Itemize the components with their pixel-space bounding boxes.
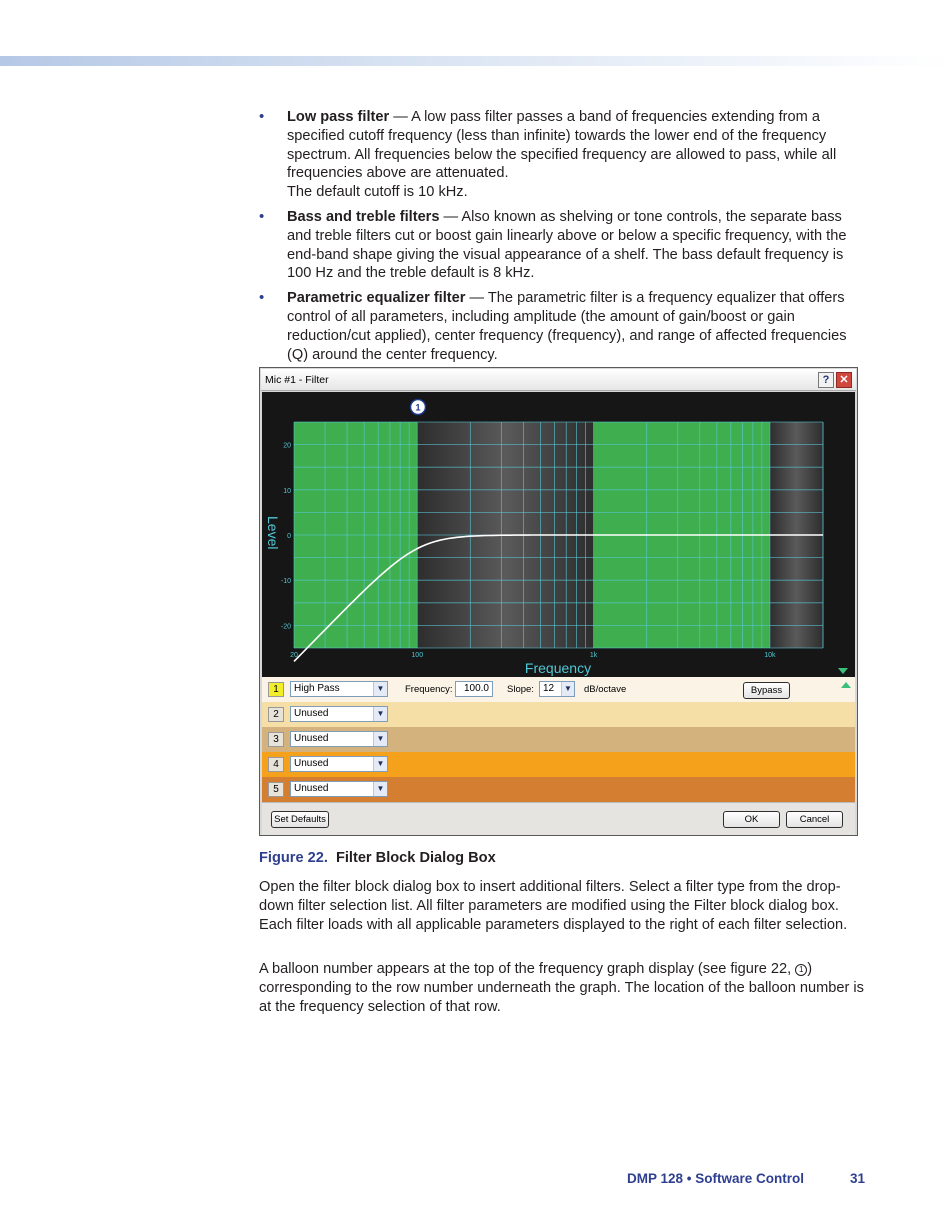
balloon-marker[interactable] bbox=[411, 400, 426, 415]
bullet-dot: • bbox=[259, 108, 265, 125]
page-number: 31 bbox=[850, 1171, 866, 1186]
row-number: 2 bbox=[268, 707, 284, 722]
row-number: 4 bbox=[268, 757, 284, 772]
balloon-number: 1 bbox=[415, 402, 421, 413]
paragraph-1: Open the filter block dialog box to insert additional filters. Select a filter type from the drop-down filter selection list. All filter parameters are modified using the Filter block dialog box. Each filter loads with all applicable parameters displayed to the right of each filter selection. bbox=[259, 879, 848, 933]
paragraph-2-text: A balloon number appears at the top of the frequency graph display (see figure 22, bbox=[259, 961, 796, 977]
bullet-text: — A low pass filter passes a band of frequencies extending from a specified cutoff frequency (less than infinite) towards the lower end of the frequency spectrum. All frequencies below the specified frequency are allowed to pass, while all frequencies above are attenuated. bbox=[287, 109, 837, 182]
bullet-dot: • bbox=[259, 207, 265, 225]
scroll-up-arrow-icon[interactable] bbox=[841, 682, 851, 688]
bullet-bass-treble bbox=[259, 208, 869, 283]
y-tick-label: -20 bbox=[280, 623, 291, 631]
dialog-title: Mic #1 - Filter bbox=[265, 374, 329, 386]
bullet-text: — The parametric filter is a frequency equalizer that offers control of all parameters, including amplitude (the amount of gain/boost or gain reduction/cut applied), center frequency (frequency), and range of affected frequencies (Q) around the center frequency. bbox=[287, 290, 847, 363]
bullet-section bbox=[259, 108, 869, 370]
balloon-reference: 1 bbox=[795, 964, 807, 976]
chevron-down-icon[interactable]: ▼ bbox=[373, 757, 387, 771]
filter-row-2 bbox=[262, 702, 855, 727]
row-number: 5 bbox=[268, 782, 284, 797]
frequency-input[interactable]: 100.0 bbox=[455, 681, 493, 697]
bullet-low-pass bbox=[259, 108, 869, 202]
filter-row-1 bbox=[262, 677, 855, 702]
bullet-dot: • bbox=[259, 289, 265, 307]
slope-select[interactable] bbox=[539, 681, 575, 697]
x-tick-label: 100 bbox=[411, 652, 424, 659]
set-defaults-button[interactable]: Set Defaults bbox=[271, 811, 329, 828]
chevron-down-icon[interactable]: ▼ bbox=[373, 707, 387, 721]
bullet-note: The default cutoff is 10 kHz. bbox=[287, 184, 468, 201]
filter-dialog-screenshot bbox=[259, 367, 858, 836]
bullet-term: Low pass filter bbox=[287, 109, 390, 125]
chevron-down-icon[interactable]: ▼ bbox=[373, 782, 387, 796]
bypass-button[interactable]: Bypass bbox=[743, 682, 790, 699]
y-tick-label: 10 bbox=[283, 487, 291, 495]
filter-type-select[interactable] bbox=[290, 781, 388, 797]
slope-value: 12 bbox=[543, 683, 555, 694]
bullet-parametric bbox=[259, 289, 869, 364]
paragraph-2-text-cont: ) corresponding to the row number underneath the graph. The location of the balloon number is at the frequency selection of that row. bbox=[259, 961, 864, 1015]
y-axis-label: Level bbox=[265, 516, 281, 550]
filter-type-select[interactable] bbox=[290, 706, 388, 722]
help-button[interactable]: ? bbox=[818, 372, 834, 388]
y-tick-label: -10 bbox=[280, 578, 291, 586]
chevron-down-icon[interactable]: ▼ bbox=[373, 732, 387, 746]
filter-type-value: Unused bbox=[294, 783, 329, 794]
ok-button[interactable]: OK bbox=[723, 811, 780, 828]
bullet-term: Bass and treble filters bbox=[287, 208, 440, 225]
chevron-down-icon[interactable]: ▼ bbox=[373, 682, 387, 696]
filter-type-select[interactable] bbox=[290, 731, 388, 747]
frequency-graph-svg bbox=[262, 392, 855, 677]
filter-row-5 bbox=[262, 777, 855, 802]
row-number: 3 bbox=[268, 732, 284, 747]
chevron-down-icon[interactable]: ▼ bbox=[561, 682, 574, 696]
figure-title: Filter Block Dialog Box bbox=[335, 850, 496, 866]
figure-caption bbox=[259, 850, 496, 866]
header-band bbox=[0, 56, 950, 66]
x-axis-label: Frequency bbox=[524, 660, 592, 676]
row-number: 1 bbox=[268, 682, 284, 697]
cancel-button[interactable]: Cancel bbox=[786, 811, 843, 828]
slope-unit: dB/octave bbox=[584, 684, 627, 695]
filter-type-select[interactable] bbox=[290, 681, 388, 697]
footer-product: DMP 128 • Software Control bbox=[627, 1171, 805, 1186]
dialog-button-bar bbox=[262, 802, 855, 835]
figure-number: Figure 22. bbox=[259, 850, 328, 866]
filter-type-value: Unused bbox=[294, 733, 329, 744]
bullet-text: — Also known as shelving or tone controls, the separate bass and treble filters cut or boost gain linearly above or below a specific frequency, with the end-band shape giving the visual appearance of a shelf. The bass default frequency is 100 Hz and the treble default is 8 kHz. bbox=[287, 208, 847, 282]
x-tick-label: 10k bbox=[764, 652, 776, 659]
paragraph-2 bbox=[259, 960, 864, 1016]
filter-rows bbox=[262, 677, 855, 802]
x-tick-label: 20 bbox=[290, 652, 298, 659]
frequency-label: Frequency: bbox=[405, 684, 453, 695]
bullet-term: Parametric equalizer filter bbox=[287, 290, 466, 307]
y-tick-label: 20 bbox=[283, 442, 291, 450]
frequency-graph bbox=[262, 392, 855, 677]
close-icon[interactable]: ✕ bbox=[836, 372, 852, 388]
filter-row-4 bbox=[262, 752, 855, 777]
x-tick-label: 1k bbox=[589, 652, 598, 659]
filter-type-value: High Pass bbox=[294, 683, 340, 694]
filter-type-value: Unused bbox=[294, 758, 329, 769]
filter-type-value: Unused bbox=[294, 708, 329, 719]
scroll-down-arrow-icon[interactable] bbox=[838, 668, 848, 674]
filter-row-3 bbox=[262, 727, 855, 752]
dialog-titlebar bbox=[261, 369, 856, 391]
slope-label: Slope: bbox=[507, 684, 534, 695]
filter-type-select[interactable] bbox=[290, 756, 388, 772]
y-tick-label: 0 bbox=[287, 533, 291, 540]
